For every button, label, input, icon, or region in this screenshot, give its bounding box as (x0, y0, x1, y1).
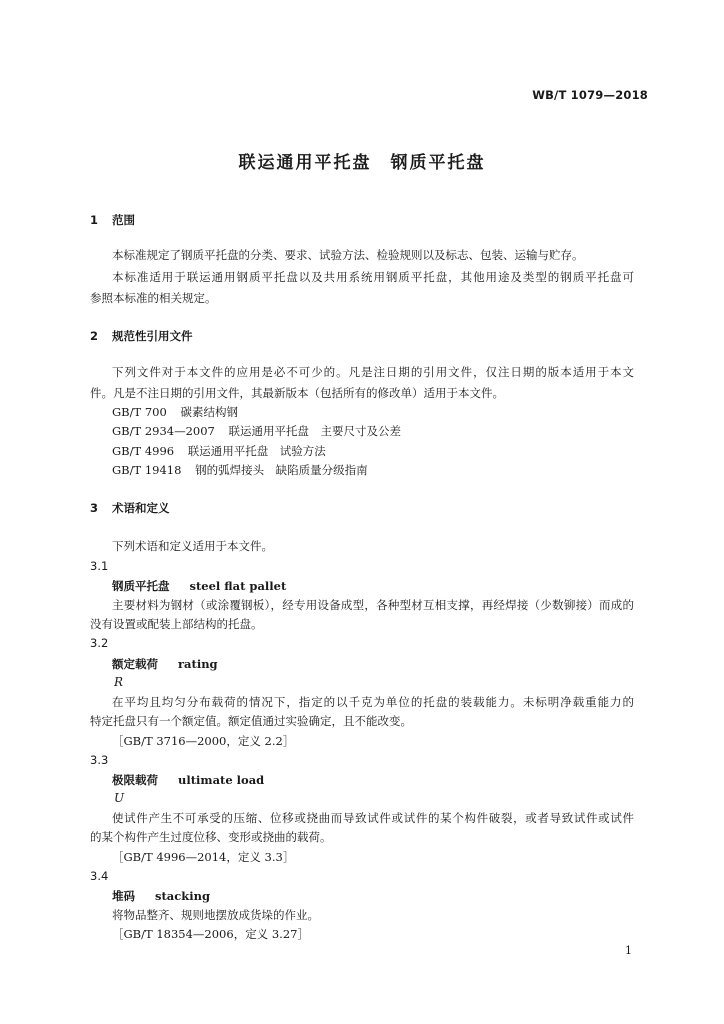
term-number: 3.1 (90, 559, 109, 573)
section-number: 3 (90, 501, 99, 515)
term-heading (112, 772, 264, 788)
reference-title: 碳素结构钢 (180, 405, 238, 419)
paragraph-line: 参照本标准的相关规定。 (90, 291, 217, 305)
section-heading-scope (90, 212, 135, 228)
reference-item (112, 463, 368, 477)
definition-line: 的某个构件产生过度位移、变形或挠曲的载荷。 (90, 830, 332, 844)
reference-title: 联运通用平托盘 主要尺寸及公差 (228, 424, 402, 438)
reference-title: 钢的弧焊接头 缺陷质量分级指南 (195, 463, 368, 477)
section-title: 术语和定义 (112, 501, 170, 515)
term-symbol: R (114, 675, 124, 689)
paragraph-line: 下列术语和定义适用于本文件。 (112, 539, 273, 553)
section-number: 2 (90, 329, 99, 343)
section-heading-terms-and-definitions (90, 500, 170, 516)
document-title: 联运通用平托盘 钢质平托盘 (238, 153, 486, 173)
definition-line: 主要材料为钢材（或涂覆钢板），经专用设备成型，各种型材互相支撑，再经焊接（少数铆接）而成的 (112, 598, 634, 612)
reference-code: GB/T 19418 (112, 463, 182, 477)
definition-line: 在平均且均匀分布载荷的情况下，指定的以千克为单位的托盘的装载能力。未标明净载重能力的 (112, 695, 634, 709)
definition-line: 没有设置或配装上部结构的托盘。 (90, 617, 263, 631)
definition-line: 特定托盘只有一个额定值。额定值通过实验确定，且不能改变。 (90, 714, 412, 728)
section-title: 范围 (112, 213, 136, 227)
paragraph-line: 下列文件对于本文件的应用是必不可少的。凡是注日期的引用文件，仅注日期的版本适用于本文 (112, 365, 634, 379)
definition-source: ［GB/T 18354—2006，定义 3.27］ (112, 927, 309, 941)
term-heading (112, 656, 218, 672)
definition-source: ［GB/T 3716—2000，定义 2.2］ (112, 734, 295, 748)
term-heading (112, 578, 286, 594)
definition-line: 使试件产生不可承受的压缩、位移或挠曲而导致试件或试件的某个构件破裂，或者导致试件或试件 (112, 811, 634, 825)
term-symbol: U (114, 791, 125, 805)
page-number: 1 (625, 944, 632, 957)
term-number: 3.2 (90, 636, 109, 650)
standard-code: WB/T 1079—2018 (532, 88, 648, 102)
section-title: 规范性引用文件 (112, 329, 193, 343)
reference-item (112, 405, 238, 419)
definition-source: ［GB/T 4996—2014，定义 3.3］ (112, 850, 295, 864)
section-number: 1 (90, 213, 99, 227)
term-cn: 钢质平托盘 (112, 579, 170, 593)
term-number: 3.3 (90, 753, 109, 767)
reference-title: 联运通用平托盘 试验方法 (187, 444, 326, 458)
section-heading-normative-references (90, 328, 193, 344)
term-en: ultimate load (178, 773, 265, 787)
reference-code: GB/T 2934—2007 (112, 424, 215, 438)
term-cn: 额定载荷 (112, 657, 158, 671)
reference-item (112, 444, 326, 458)
reference-item (112, 424, 401, 438)
reference-code: GB/T 700 (112, 405, 167, 419)
definition-line: 将物品整齐、规则地摆放成货垛的作业。 (112, 908, 319, 922)
paragraph-line: 本标准适用于联运通用钢质平托盘以及共用系统用钢质平托盘，其他用途及类型的钢质平托盘可 (112, 270, 634, 284)
term-number: 3.4 (90, 869, 109, 883)
reference-code: GB/T 4996 (112, 444, 175, 458)
paragraph-line: 本标准规定了钢质平托盘的分类、要求、试验方法、检验规则以及标志、包装、运输与贮存。 (112, 248, 584, 262)
term-en: steel flat pallet (189, 579, 287, 593)
paragraph-line: 件。凡是不注日期的引用文件，其最新版本（包括所有的修改单）适用于本文件。 (90, 386, 504, 400)
term-cn: 极限载荷 (112, 773, 158, 787)
term-en: stacking (155, 889, 210, 903)
term-cn: 堆码 (112, 889, 135, 903)
term-en: rating (178, 657, 218, 671)
term-heading (112, 888, 210, 904)
